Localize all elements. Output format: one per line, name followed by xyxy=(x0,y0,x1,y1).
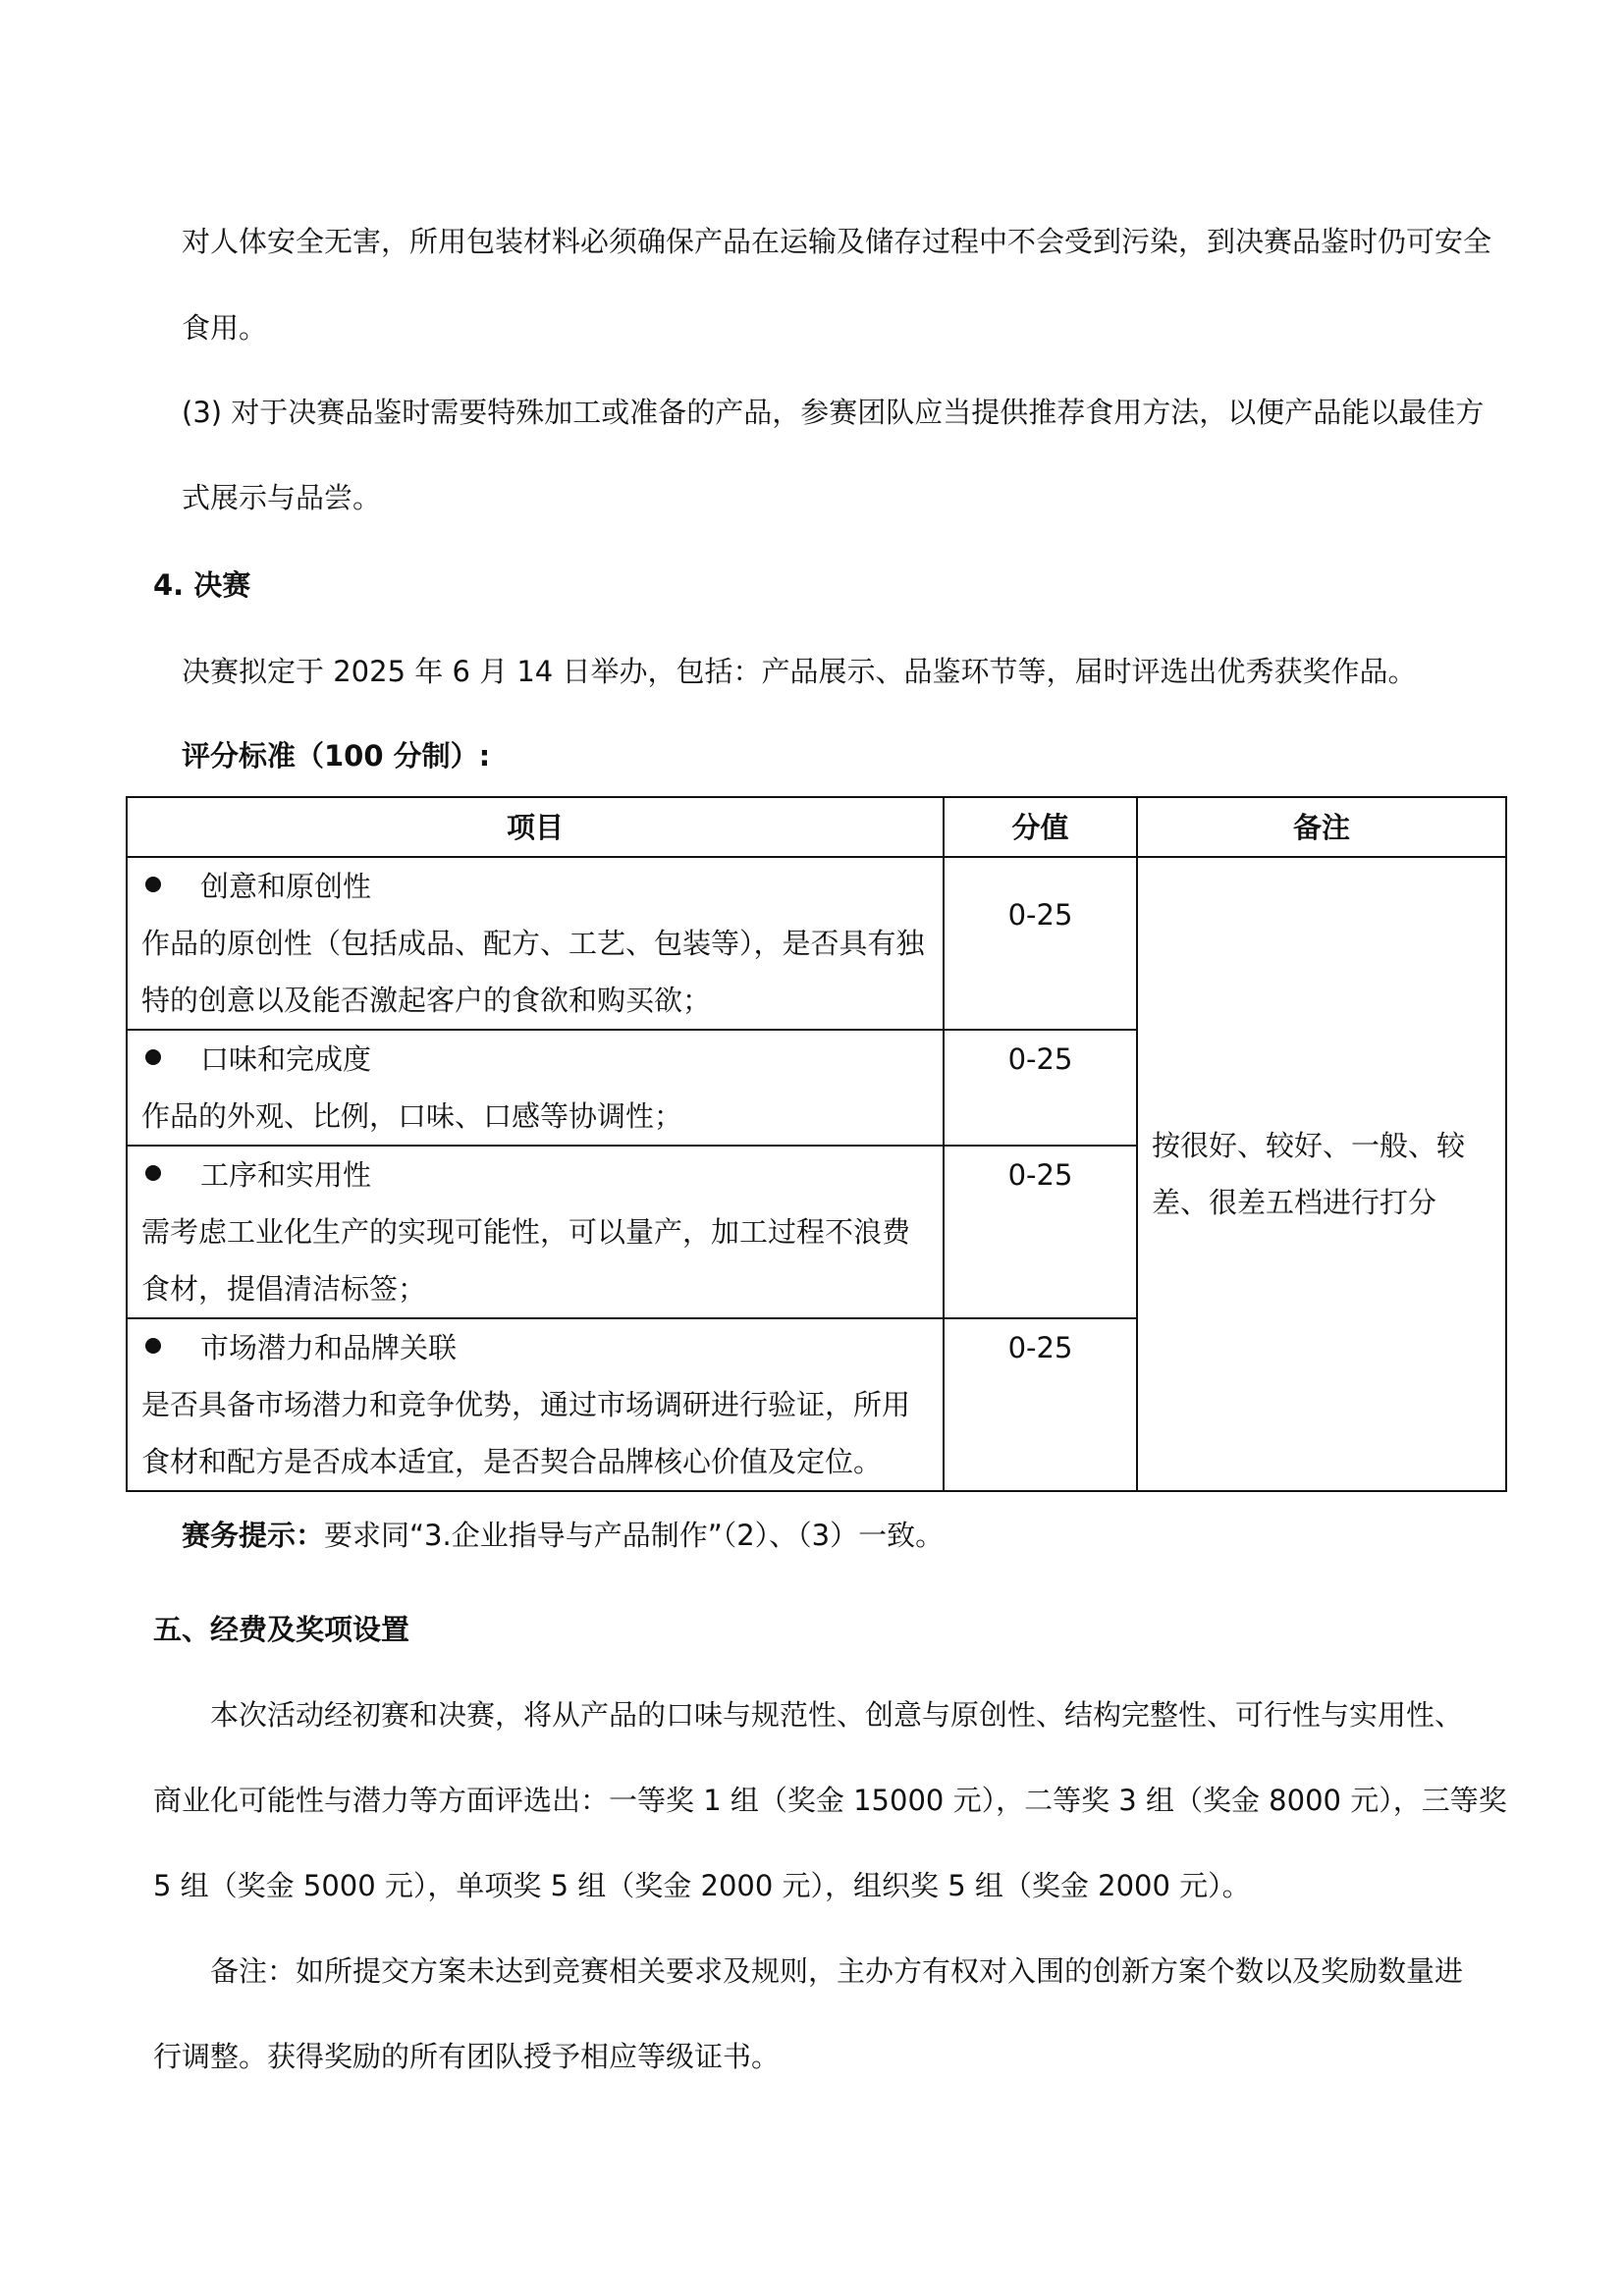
criterion-desc: 作品的外观、比例，口味、口感等协调性； xyxy=(141,1099,683,1133)
bullet-icon xyxy=(145,1165,161,1181)
header-score: 分值 xyxy=(944,797,1137,857)
score-cell: 0-25 xyxy=(944,1030,1137,1146)
criterion-cell xyxy=(127,1146,944,1318)
tip-text: 要求同“3.企业指导与产品制作”（2）、（3）一致。 xyxy=(324,1519,945,1552)
criterion-desc: 需考虑工业化生产的实现可能性，可以量产，加工过程不浪费食材，提倡清洁标签； xyxy=(141,1215,911,1306)
criterion-title: 创意和原创性 xyxy=(200,870,372,903)
criteria-title: 评分标准（100 分制）: xyxy=(182,739,491,773)
paragraph-line: (3) 对于决赛品鉴时需要特殊加工或准备的产品，参赛团队应当提供推荐食用方法，以便产品能以最佳方 xyxy=(182,396,1485,429)
header-item: 项目 xyxy=(127,797,944,857)
paragraph-line: 式展示与品尝。 xyxy=(182,481,382,514)
paragraph-line: 对人体安全无害，所用包装材料必须确保产品在运输及储存过程中不会受到污染，到决赛品鉴时仍可安全 xyxy=(182,225,1492,258)
score-cell: 0-25 xyxy=(944,1318,1137,1491)
paragraph-line: 5 组（奖金 5000 元），单项奖 5 组（奖金 2000 元），组织奖 5 组（奖金 2000 元）。 xyxy=(153,1869,1251,1902)
criterion-desc: 是否具备市场潜力和竞争优势，通过市场调研进行验证，所用食材和配方是否成本适宜，是否契合品牌核心价值及定位。 xyxy=(141,1388,911,1478)
table-row xyxy=(127,857,1506,1030)
paragraph-line: 商业化可能性与潜力等方面评选出：一等奖 1 组（奖金 15000 元），二等奖 3 组（奖金 8000 元），三等奖 xyxy=(153,1784,1507,1817)
header-remark: 备注 xyxy=(1137,797,1506,857)
score-cell: 0-25 xyxy=(944,1146,1137,1318)
paragraph-line: 本次活动经初赛和决赛，将从产品的口味与规范性、创意与原创性、结构完整性、可行性与实用性、 xyxy=(210,1698,1464,1732)
remark-cell xyxy=(1137,857,1506,1491)
remark-text: 按很好、较好、一般、较差、很差五档进行打分 xyxy=(1152,1129,1466,1219)
scoring-table xyxy=(126,796,1507,1492)
table-header-row xyxy=(127,797,1506,857)
criterion-title: 工序和实用性 xyxy=(200,1158,372,1192)
bullet-icon xyxy=(145,1338,161,1354)
section-heading-final: 4. 决赛 xyxy=(153,568,251,602)
criterion-desc: 作品的原创性（包括成品、配方、工艺、包装等），是否具有独特的创意以及能否激起客户的食欲和购买欲； xyxy=(141,927,925,1017)
section-heading-awards: 五、经费及奖项设置 xyxy=(153,1613,410,1646)
criterion-title: 市场潜力和品牌关联 xyxy=(200,1331,458,1364)
bullet-icon xyxy=(145,877,161,892)
criterion-cell xyxy=(127,1030,944,1146)
final-description: 决赛拟定于 2025 年 6 月 14 日举办，包括：产品展示、品鉴环节等，届时评选出优秀获奖作品。 xyxy=(182,655,1417,688)
bullet-icon xyxy=(145,1049,161,1065)
paragraph-line: 备注：如所提交方案未达到竞赛相关要求及规则，主办方有权对入围的创新方案个数以及奖励数量进 xyxy=(210,1954,1464,1988)
paragraph-line: 食用。 xyxy=(182,311,268,345)
criterion-cell xyxy=(127,1318,944,1491)
criterion-title: 口味和完成度 xyxy=(200,1042,372,1076)
criterion-cell xyxy=(127,857,944,1030)
tip-label: 赛务提示： xyxy=(182,1519,325,1552)
score-cell: 0-25 xyxy=(944,857,1137,1030)
paragraph-line: 行调整。获得奖励的所有团队授予相应等级证书。 xyxy=(153,2040,781,2073)
tip-line xyxy=(182,1516,944,1555)
